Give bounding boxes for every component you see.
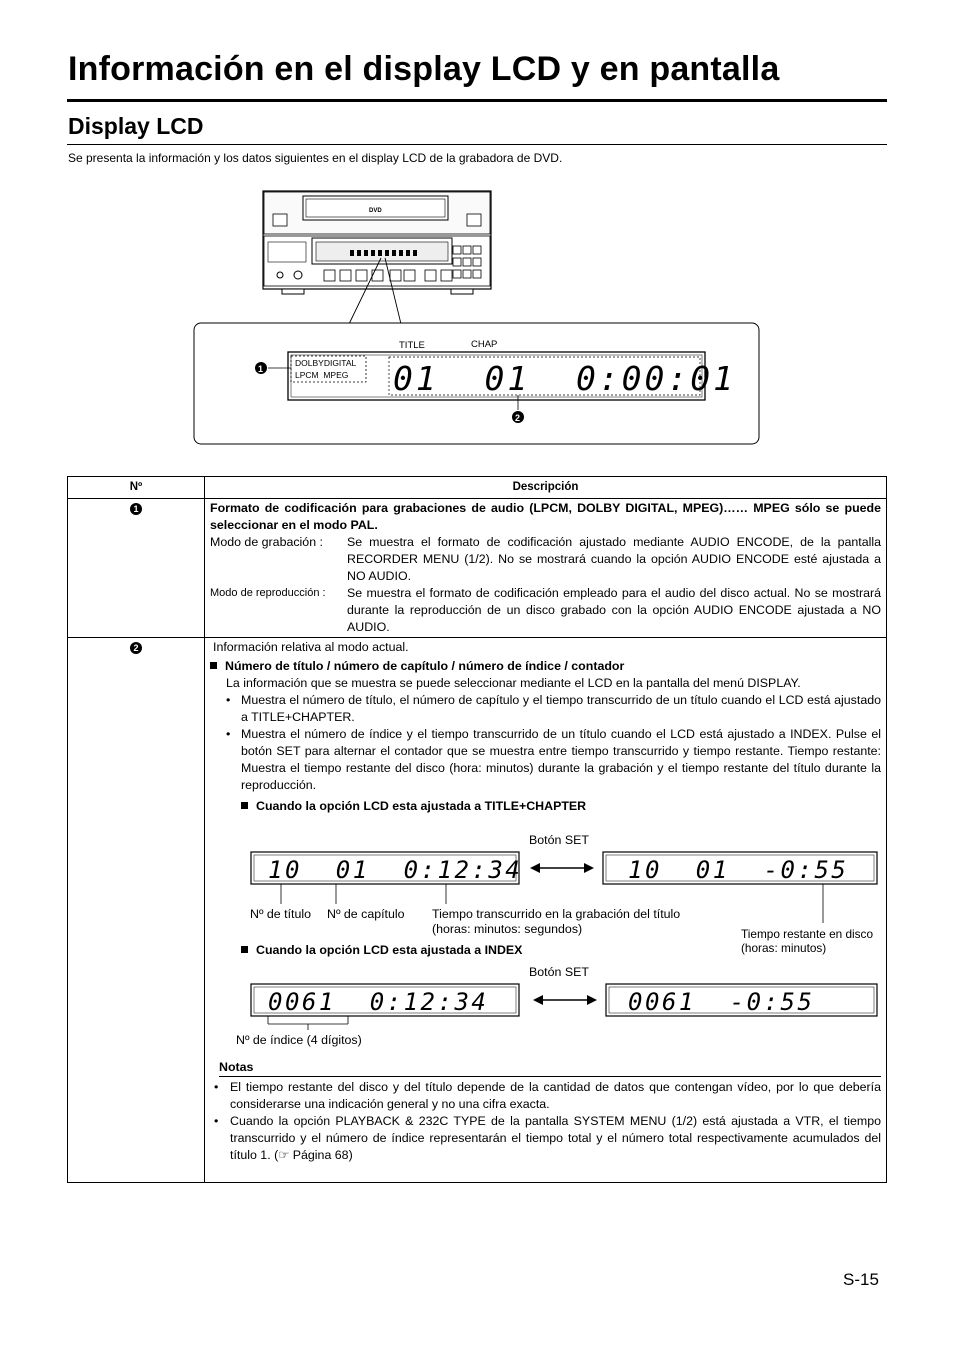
note-1: El tiempo restante del disco y del título depende de la cantidad de datos que contengan vídeo, por lo que debería considerarse una indicación general y no una cifra exacta. <box>230 1080 881 1111</box>
label-index-number: Nº de índice (4 dígitos) <box>236 1033 362 1047</box>
note-2: Cuando la opción PLAYBACK & 232C TYPE de la pantalla SYSTEM MENU (1/2) está ajustada a VTR, el tiempo transcurrido y el número de índice representarán el tiempo total y el número total respectivamente acumulados del título 1. (☞ Página 68) <box>230 1114 881 1162</box>
row1-heading: Formato de codificación para grabaciones de audio (LPCM, DOLBY DIGITAL, MPEG)…… MPEG sólo se puede seleccionar en el modo PAL. <box>210 501 881 532</box>
set-button-label: Botón SET <box>529 833 589 847</box>
case1-heading: Cuando la opción LCD esta ajustada a TITLE+CHAPTER <box>256 799 587 813</box>
intro-text: Se presenta la información y los datos siguientes en el display LCD de la grabadora de DVD. <box>68 151 563 165</box>
rec-mode-label: Modo de grabación : <box>210 535 323 549</box>
set-button-label-2: Botón SET <box>529 965 589 979</box>
case2-left-display: 0061 0:12:34 <box>268 988 489 1016</box>
notes-rule <box>219 1076 881 1077</box>
play-mode-label: Modo de reproducción : <box>210 587 326 599</box>
dolby-digital-indicator: DOLBYDIGITAL <box>295 358 357 368</box>
row2-bullet-2: Muestra el número de índice y el tiempo transcurrido de un título cuando el LCD está ajustado a INDEX. Pulse el botón SET para alternar el contador que se muestra entre tiempo transcurrido y tiempo restante. Tiempo restante: Muestra el tiempo restante del disco (hora: minutos) durante la grabación y el tiempo restante del título durante la reproducción. <box>241 727 881 792</box>
header-number: Nº <box>68 477 205 499</box>
header-description: Descripción <box>205 477 887 499</box>
label-elapsed-units: (horas: minutos: segundos) <box>432 922 583 936</box>
table-row <box>68 499 887 638</box>
table-row: 2 Información relativa al modo actual. Número de título / número de capítulo / número de índice / contador La información que se muestra se puede seleccionar mediante el LCD en la pantalla del menú DISPLAY. • Muestra el número de título, el número de capítulo y el tiempo transcurrido de un título cuando el LCD está ajustado a TITLE+CHAPTER. • Muestra el número de índice y el tiempo transcurrido de un título cuando el LCD está ajustado a INDEX. Pulse el botón SET para alternar el contador que se muestra entre tiempo transcurrido y tiempo restante. Tiempo restante: Muestra el tiempo restante del disco (hora: minutos) durante la grabación y el tiempo restante del título durante la reproducción. Cuando la opción LCD esta ajustada a TITLE+CHAPTER Botón SET 10 01 0:12:34 10 01 -0:55 0061 0:12:34 0061 -0:55 Nº de título Nº de capítulo Tiempo transcurrido en la grabación del título (horas: minutos: segundos) Tiempo restante en disco (horas: minutos) Cuando la opción LCD esta ajustada a INDEX Botón SET Nº de índice (4 dígitos) Notas • El tiempo restante del disco y del título depende de la cantidad de datos que contengan vídeo, por lo que debería considerarse una indicación general y no una cifra exacta. • Cuando la opción PLAYBACK & 232C TYPE de la pantalla SYSTEM MENU (1/2) está ajustada a VTR, el tiempo transcurrido y el número de índice representarán el tiempo total y el número total respectivamente acumulados del título 1. (☞ Página 68) <box>68 638 887 1183</box>
case2-heading: Cuando la opción LCD esta ajustada a INDEX <box>256 943 523 957</box>
label-title-number: Nº de título <box>250 907 312 921</box>
play-mode-text: Se muestra el formato de codificación empleado para el audio del disco actual. No se mostrará durante la reproducción de un disco grabado con la opción AUDIO ENCODE ajustada a NO AUDIO. <box>347 586 881 634</box>
row2-subintro: La información que se muestra se puede seleccionar mediante el LCD en la pantalla del menú DISPLAY. <box>226 676 801 690</box>
case2-right-display: 0061 -0:55 <box>628 988 815 1016</box>
lpcm-mpeg-indicator: LPCM MPEG <box>295 370 349 380</box>
dvd-recorder-illustration <box>263 191 491 294</box>
svg-text:2: 2 <box>515 413 521 423</box>
label-elapsed-time: Tiempo transcurrido en la grabación del título <box>432 907 681 921</box>
square-bullet-icon <box>210 662 217 669</box>
page-title: Información en el display LCD y en pantalla <box>68 50 780 88</box>
square-bullet-icon <box>241 946 248 953</box>
dvd-recorder-figure <box>0 0 954 460</box>
chap-indicator: CHAP <box>471 339 498 350</box>
page-number: S-15 <box>843 1270 879 1289</box>
row2-bullet-1: Muestra el número de título, el número de capítulo y el tiempo transcurrido de un título cuando el LCD está ajustado a TITLE+CHAPTER. <box>241 693 881 724</box>
rec-mode-text: Se muestra el formato de codificación ajustado mediante AUDIO ENCODE, de la pantalla RECORDER MENU (1/2). No se mostrará cuando la opción AUDIO ENCODE esté ajustada a NO AUDIO. <box>347 535 881 583</box>
case1-left-display: 10 01 0:12:34 <box>268 856 523 884</box>
row-badge: 1 <box>130 503 142 515</box>
lcd-digits: 01 01 0:00:01 <box>393 359 737 398</box>
notes-heading: Notas <box>219 1060 254 1074</box>
label-chapter-number: Nº de capítulo <box>327 907 405 921</box>
case1-right-display: 10 01 -0:55 <box>628 856 849 884</box>
label-remaining-time: Tiempo restante en disco <box>741 927 874 941</box>
row2-subheading: Número de título / número de capítulo / número de índice / contador <box>225 659 625 673</box>
section-title: Display LCD <box>68 113 204 139</box>
dvd-logo: DVD <box>369 208 382 214</box>
row-badge: 2 <box>130 642 142 654</box>
description-table <box>67 476 887 1183</box>
title-indicator: TITLE <box>399 340 425 351</box>
label-remaining-units: (horas: minutos) <box>741 941 827 955</box>
display-examples <box>210 794 881 1030</box>
row2-intro: Información relativa al modo actual. <box>213 640 409 654</box>
svg-text:1: 1 <box>258 364 264 374</box>
